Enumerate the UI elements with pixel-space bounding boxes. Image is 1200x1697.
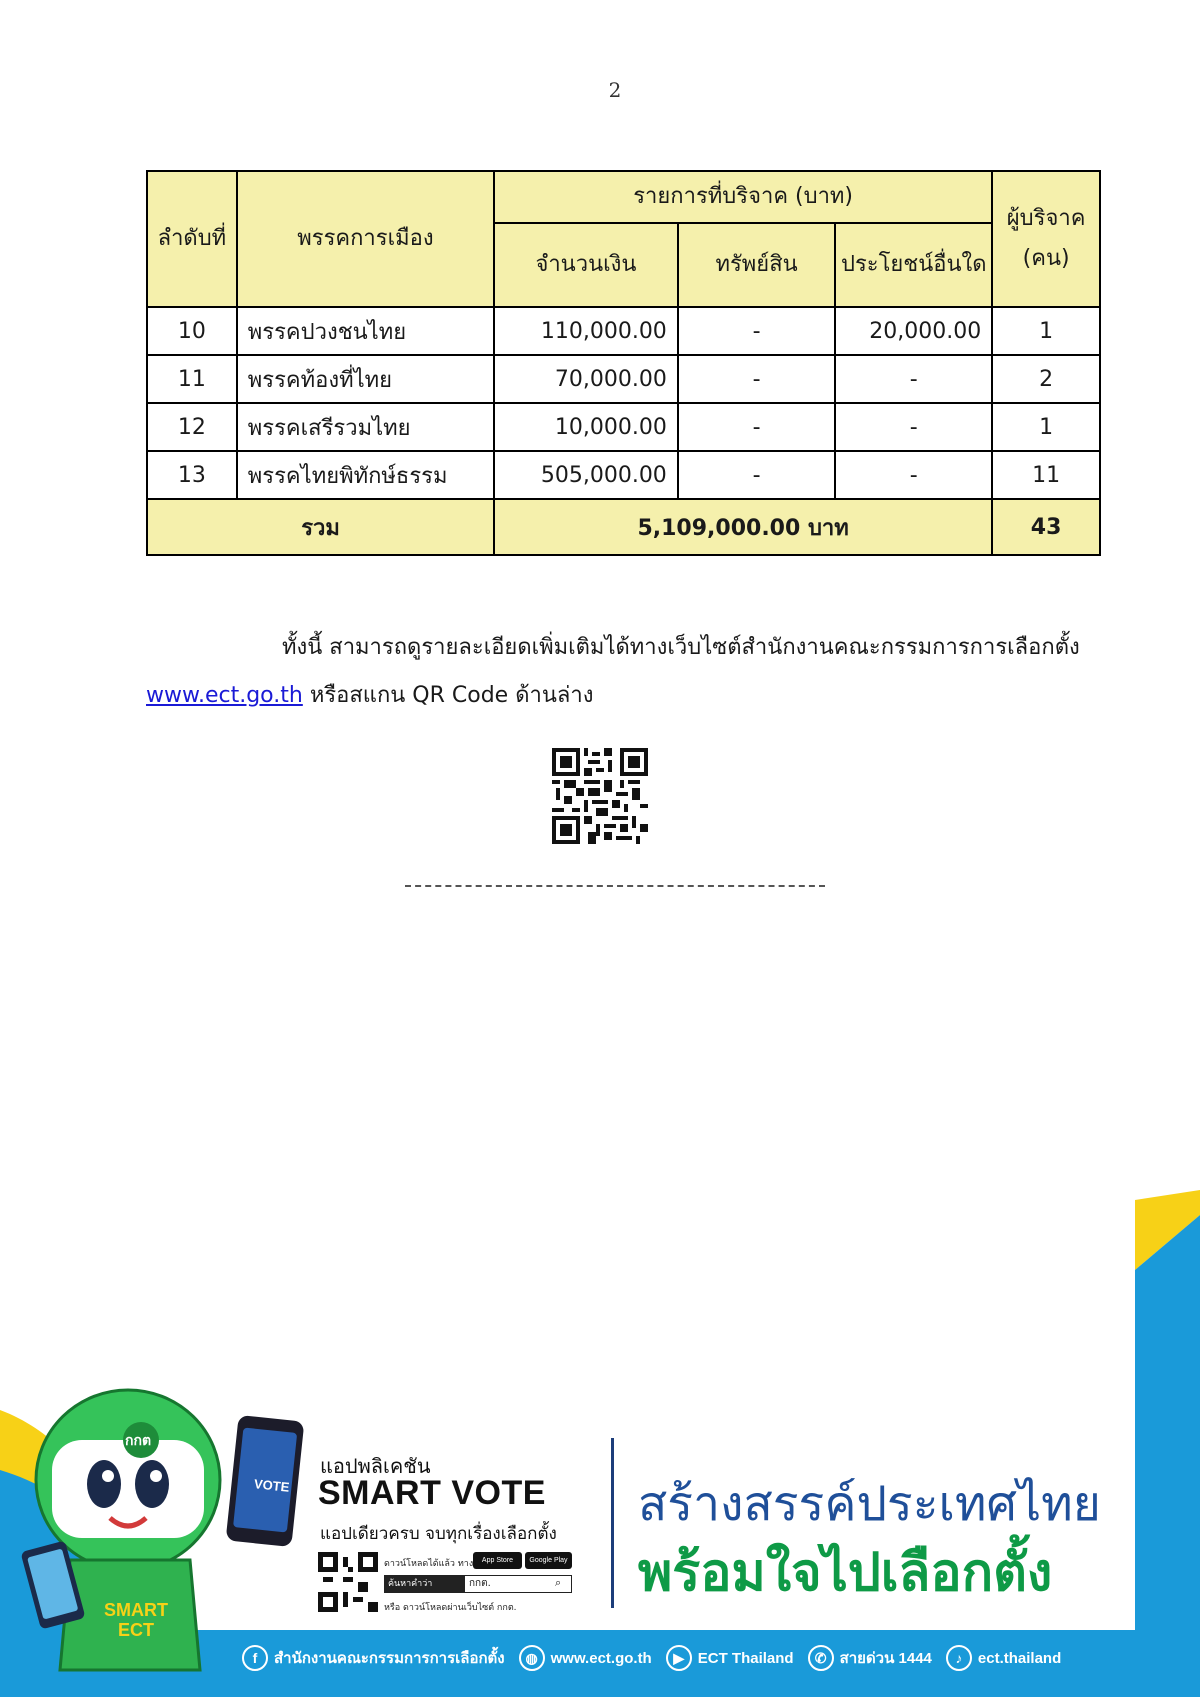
play-icon: ▶ bbox=[666, 1645, 692, 1671]
vertical-divider bbox=[611, 1438, 614, 1608]
donations-table bbox=[146, 170, 1101, 556]
app-tagline: แอปเดียวครบ จบทุกเรื่องเลือกตั้ง bbox=[320, 1524, 557, 1544]
cell-assets: - bbox=[678, 307, 836, 355]
header-party: พรรคการเมือง bbox=[237, 171, 494, 307]
cell-benefits: - bbox=[835, 451, 992, 499]
cell-cash: 10,000.00 bbox=[494, 403, 678, 451]
app-qr-code bbox=[318, 1552, 378, 1612]
tiktok-icon: ♪ bbox=[946, 1645, 972, 1671]
slogan-line-2: พร้อมใจไปเลือกตั้ง bbox=[638, 1544, 1053, 1602]
total-amount: 5,109,000.00 บาท bbox=[494, 499, 992, 555]
phone-screen-text: VOTE bbox=[253, 1476, 291, 1495]
cell-no: 13 bbox=[147, 451, 237, 499]
slogan-line-1: สร้างสรรค์ประเทศไทย bbox=[638, 1478, 1101, 1531]
cell-benefits: - bbox=[835, 355, 992, 403]
divider-line bbox=[405, 885, 825, 887]
banner-background bbox=[0, 1190, 1200, 1697]
hotline-label: สายด่วน 1444 bbox=[839, 1650, 932, 1667]
footer-youtube[interactable] bbox=[666, 1645, 794, 1671]
ect-website-link[interactable]: www.ect.go.th bbox=[146, 683, 303, 708]
cell-no: 12 bbox=[147, 403, 237, 451]
search-icon: ⌕ bbox=[555, 1576, 562, 1589]
cell-no: 11 bbox=[147, 355, 237, 403]
info-paragraph bbox=[146, 624, 1101, 720]
table-row bbox=[147, 355, 1100, 403]
paragraph-text-after: หรือสแกน QR Code ด้านล่าง bbox=[309, 683, 594, 708]
cell-party: พรรคเสรีรวมไทย bbox=[237, 403, 494, 451]
phone-icon: ✆ bbox=[808, 1645, 834, 1671]
cell-benefits: - bbox=[835, 403, 992, 451]
facebook-icon: f bbox=[242, 1645, 268, 1671]
header-donors: ผู้บริจาค (คน) bbox=[992, 171, 1100, 307]
page-number: 2 bbox=[608, 78, 622, 102]
mascot-text: SMART ECT bbox=[104, 1600, 168, 1640]
app-store-button[interactable]: App Store bbox=[473, 1552, 522, 1569]
footer-website[interactable] bbox=[519, 1645, 652, 1671]
facebook-label: สำนักงานคณะกรรมการการเลือกตั้ง bbox=[274, 1650, 505, 1667]
table-row bbox=[147, 307, 1100, 355]
app-label: แอปพลิเคชัน bbox=[320, 1454, 431, 1478]
cell-benefits: 20,000.00 bbox=[835, 307, 992, 355]
header-donation-group: รายการที่บริจาค (บาท) bbox=[494, 171, 992, 223]
cell-no: 10 bbox=[147, 307, 237, 355]
table-row bbox=[147, 403, 1100, 451]
footer-contact-bar bbox=[0, 1630, 1200, 1686]
cell-cash: 70,000.00 bbox=[494, 355, 678, 403]
search-box: กกต. bbox=[464, 1575, 572, 1593]
total-donors: 43 bbox=[992, 499, 1100, 555]
cell-donors: 2 bbox=[992, 355, 1100, 403]
search-label: ค้นหาคำว่า bbox=[384, 1575, 464, 1593]
google-play-button[interactable]: Google Play bbox=[525, 1552, 572, 1569]
cell-assets: - bbox=[678, 403, 836, 451]
cell-donors: 11 bbox=[992, 451, 1100, 499]
badge-label: กกต bbox=[125, 1433, 152, 1449]
web-download-label: หรือ ดาวน์โหลดผ่านเว็บไซต์ กกต. bbox=[384, 1603, 517, 1613]
footer-facebook[interactable] bbox=[242, 1645, 505, 1671]
download-label: ดาวน์โหลดได้แล้ว ทาง bbox=[384, 1559, 474, 1569]
globe-icon: ◍ bbox=[519, 1645, 545, 1671]
footer-tiktok[interactable] bbox=[946, 1645, 1061, 1671]
cell-donors: 1 bbox=[992, 403, 1100, 451]
header-cash: จำนวนเงิน bbox=[494, 223, 678, 307]
header-benefits: ประโยชน์อื่นใด bbox=[835, 223, 992, 307]
cell-donors: 1 bbox=[992, 307, 1100, 355]
tiktok-label: ect.thailand bbox=[977, 1649, 1062, 1667]
header-no: ลำดับที่ bbox=[147, 171, 237, 307]
cell-assets: - bbox=[678, 451, 836, 499]
cell-party: พรรคปวงชนไทย bbox=[237, 307, 494, 355]
qr-code bbox=[552, 748, 648, 844]
total-label: รวม bbox=[147, 499, 494, 555]
table-row bbox=[147, 451, 1100, 499]
cell-party: พรรคไทยพิทักษ์ธรรม bbox=[237, 451, 494, 499]
total-row bbox=[147, 499, 1100, 555]
header-assets: ทรัพย์สิน bbox=[678, 223, 836, 307]
app-name: SMART VOTE bbox=[318, 1474, 546, 1512]
cell-cash: 110,000.00 bbox=[494, 307, 678, 355]
cell-cash: 505,000.00 bbox=[494, 451, 678, 499]
footer-hotline[interactable] bbox=[808, 1645, 932, 1671]
paragraph-text: ทั้งนี้ สามารถดูรายละเอียดเพิ่มเติมได้ทางเว็บไซต์สำนักงานคณะกรรมการการเลือกตั้ง bbox=[282, 635, 1080, 660]
youtube-label: ECT Thailand bbox=[697, 1649, 794, 1667]
cell-assets: - bbox=[678, 355, 836, 403]
website-label: www.ect.go.th bbox=[550, 1649, 652, 1667]
cell-party: พรรคท้องที่ไทย bbox=[237, 355, 494, 403]
